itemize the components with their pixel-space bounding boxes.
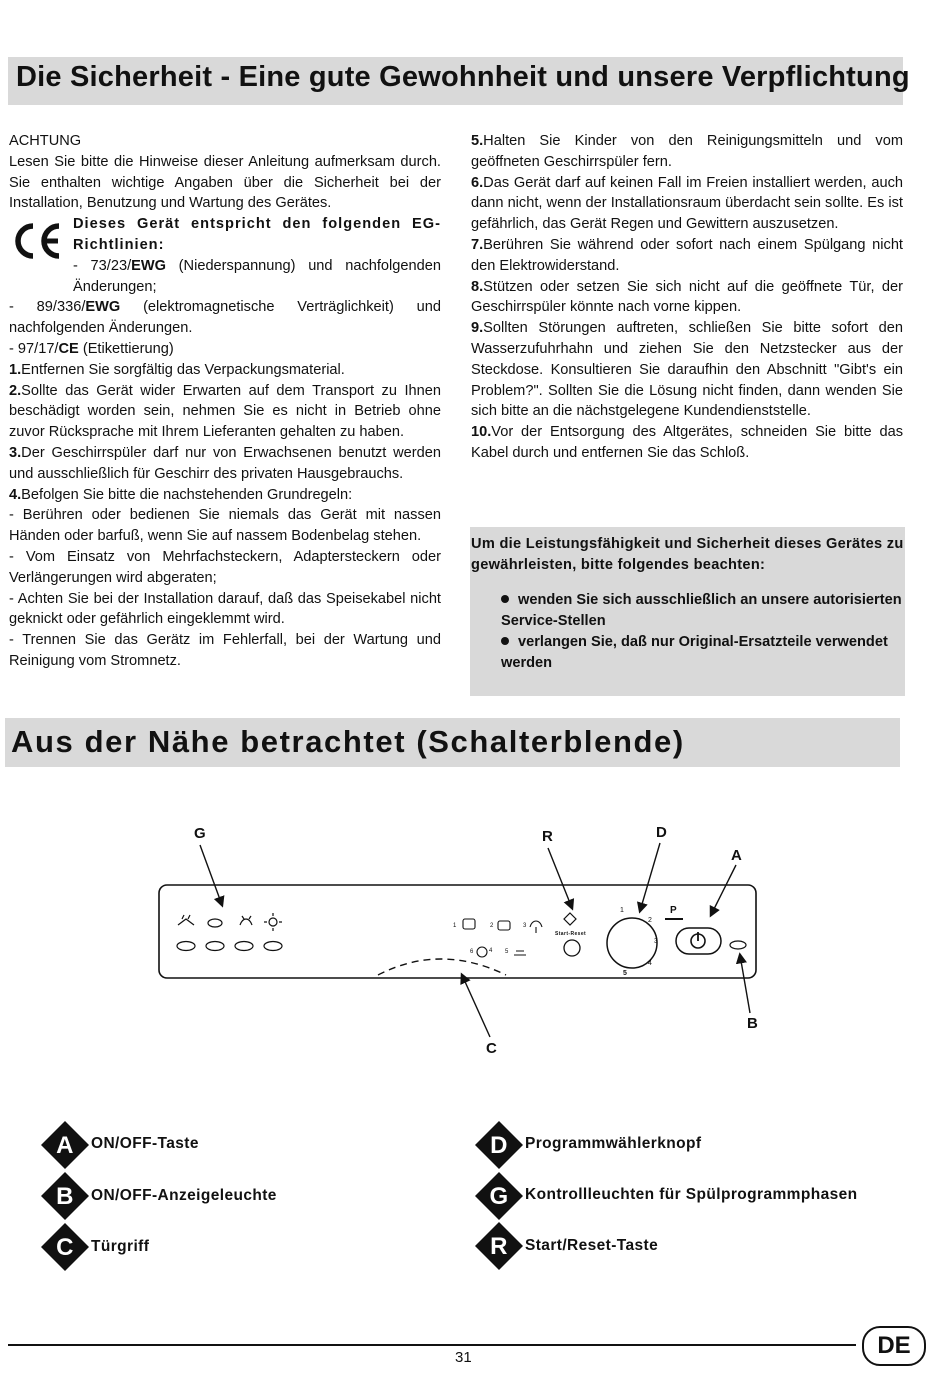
label-g: G [194, 825, 206, 842]
directive-2: - 89/336/EWG (elektromagnetische Verträglichkeit) und nachfolgenden Änderungen. [9, 299, 441, 337]
prog-num-2: 2 [490, 923, 494, 929]
safety-item-8: 8.Stützen oder setzen Sie sich nicht auf die geöffnete Tür, der Geschirrspüler könnte nach vorne kippen. [471, 278, 903, 316]
badge-letter: C [56, 1234, 74, 1261]
section-header-panel [5, 718, 900, 767]
p-label: P [670, 905, 677, 916]
footer-rule [8, 1344, 856, 1346]
knob-num-4: 4 [648, 960, 652, 967]
rule-4: - Trennen Sie das Gerätz im Fehlerfall, bei der Wartung und Reinigung vom Stromnetz. [9, 632, 441, 669]
badge-a [40, 1120, 90, 1170]
legend-text-a: ON/OFF-Taste [91, 1135, 199, 1152]
prog-num-4: 4 [489, 948, 493, 954]
section-title-panel: Aus der Nähe betrachtet (Schalterblende) [11, 724, 685, 759]
prog-num-1: 1 [453, 923, 457, 929]
ce-mark-icon [9, 220, 65, 262]
legend-text-d: Programmwählerknopf [525, 1135, 702, 1152]
badge-letter: R [490, 1233, 508, 1260]
rule-3: - Achten Sie bei der Installation darauf, daß das Speisekabel nicht geknickt oder gefährlich eingeklemmt wird. [9, 590, 441, 628]
knob-num-5: 5 [623, 970, 627, 977]
ce-block [9, 214, 441, 297]
label-b: B [747, 1015, 758, 1032]
phase-lamp-4 [264, 942, 282, 951]
arrow-c [462, 975, 490, 1037]
legend-text-r: Start/Reset-Taste [525, 1237, 659, 1254]
safety-item-6: 6.Das Gerät darf auf keinen Fall im Freien installiert werden, auch dann nicht, wenn der Installationsraum überdacht sein sollte. Es ist gefährlich, das Gerät Regen und Gewittern auszusetzen. [471, 174, 903, 233]
safety-item-5: 5.Halten Sie Kinder von den Reinigungsmitteln und vom geöffneten Geschirrspüler fern. [471, 133, 903, 170]
rule-1: - Berühren oder bedienen Sie niemals das Gerät mit nassen Händen oder barfuß, wenn Sie auf nassem Bodenbelag stehen. [9, 507, 441, 545]
label-d: D [656, 824, 667, 841]
knob-num-3: 3 [654, 938, 658, 945]
page-number: 31 [455, 1349, 472, 1366]
prog-num-6: 6 [470, 949, 474, 955]
label-r: R [542, 828, 553, 845]
language-badge: DE [862, 1326, 926, 1366]
legend-text-c: Türgriff [91, 1238, 150, 1255]
panel-drawing [0, 815, 950, 1065]
start-reset-button [564, 940, 580, 956]
prog-num-3: 3 [523, 923, 527, 929]
on-off-lamp [730, 941, 746, 949]
badge-letter: A [56, 1132, 74, 1159]
safety-item-4: 4.Befolgen Sie bitte die nachstehenden Grundregeln: [9, 486, 353, 503]
knob-num-1: 1 [620, 907, 624, 914]
section-title-safety: Die Sicherheit - Eine gute Gewohnheit und unsere Verpflichtung [16, 61, 910, 93]
panel-outline [159, 885, 756, 978]
knob-num-2: 2 [648, 917, 652, 924]
achtung-label: ACHTUNG [9, 133, 82, 149]
legend-text-b: ON/OFF-Anzeigeleuchte [91, 1187, 277, 1204]
note-list [470, 590, 905, 674]
safety-item-7: 7.Berühren Sie während oder sofort nach einem Spülgang nicht den Elektrowiderstand. [471, 236, 903, 274]
safety-item-10: 10.Vor der Entsorgung des Altgerätes, schneiden Sie bitte das Kabel durch und entfernen Sie das Schloß. [471, 424, 903, 461]
badge-c [40, 1222, 90, 1272]
badge-letter: B [56, 1183, 74, 1210]
intro-text: Lesen Sie bitte die Hinweise dieser Anleitung aufmerksam durch. Sie enthalten wichtige Angaben über die Sicherheit bei der Installation, Benutzung und Wartung des Gerätes. [9, 153, 441, 212]
label-a: A [731, 847, 742, 864]
legend-text-g: Kontrollleuchten für Spülprogrammphasen [525, 1186, 858, 1203]
phase-lamp-2 [206, 942, 224, 951]
section-header-safety [8, 57, 910, 105]
safety-item-2: 2.Sollte das Gerät wider Erwarten auf dem Transport zu Ihnen beschädigt worden sein, nehmen Sie es nicht in Betrieb ohne zuvor Rücksprache mit Ihrem Lieferanten gehalten zu haben. [9, 382, 441, 441]
badge-r [474, 1221, 524, 1271]
safety-item-3: 3.Der Geschirrspüler darf nur von Erwachsenen benutzt werden und ausschließlich für Geschirr des privaten Hausgebrauchs. [9, 444, 441, 482]
badge-g [474, 1171, 524, 1221]
right-column [471, 131, 903, 464]
note-heading: Um die Leistungsfähigkeit und Sicherheit dieses Gerätes zu gewährleisten, bitte folgendes beachten: [471, 536, 904, 573]
start-reset-label: Start-Reset [555, 931, 587, 937]
rule-2: - Vom Einsatz von Mehrfachsteckern, Adaptersteckern oder Verlängerungen wird abgeraten; [9, 548, 441, 586]
badge-b [40, 1171, 90, 1221]
note-bullet-2: verlangen Sie, daß nur Original-Ersatzteile verwendet werden [501, 634, 888, 671]
badge-letter: G [489, 1183, 509, 1210]
directive-1: - 73/23/EWG (Niederspannung) und nachfolgenden Änderungen; [73, 257, 441, 295]
left-column [9, 131, 441, 672]
label-c: C [486, 1040, 497, 1057]
service-note-box [470, 527, 905, 696]
badge-letter: D [490, 1132, 508, 1159]
control-panel-diagram [0, 815, 950, 1065]
phase-lamp-1 [177, 942, 195, 951]
safety-item-9: 9.Sollten Störungen auftreten, schließen Sie bitte sofort den Wasserzufuhrhahn und ziehen Sie den Netzstecker aus der Steckdose. Konsultieren Sie daraufhin den Abschnitt "Gibt's ein Problem?". Sollten Sie die Lösung nicht finden, dann wenden Sie sich bitte an die nächstgelegene Kundendienststelle. [471, 320, 903, 420]
directive-3: - 97/17/CE (Etikettierung) [9, 340, 174, 357]
ce-heading: Dieses Gerät entspricht den folgenden EG-Richtlinien: [73, 216, 441, 253]
badge-d [474, 1120, 524, 1170]
prog-num-5: 5 [505, 949, 509, 955]
phase-lamp-3 [235, 942, 253, 951]
bullet-dot-icon [501, 637, 509, 645]
note-bullet-1: wenden Sie sich ausschließlich an unsere autorisierten Service-Stellen [501, 592, 902, 629]
bullet-dot-icon [501, 595, 509, 603]
safety-item-1: 1.Entfernen Sie sorgfältig das Verpackungsmaterial. [9, 361, 345, 378]
